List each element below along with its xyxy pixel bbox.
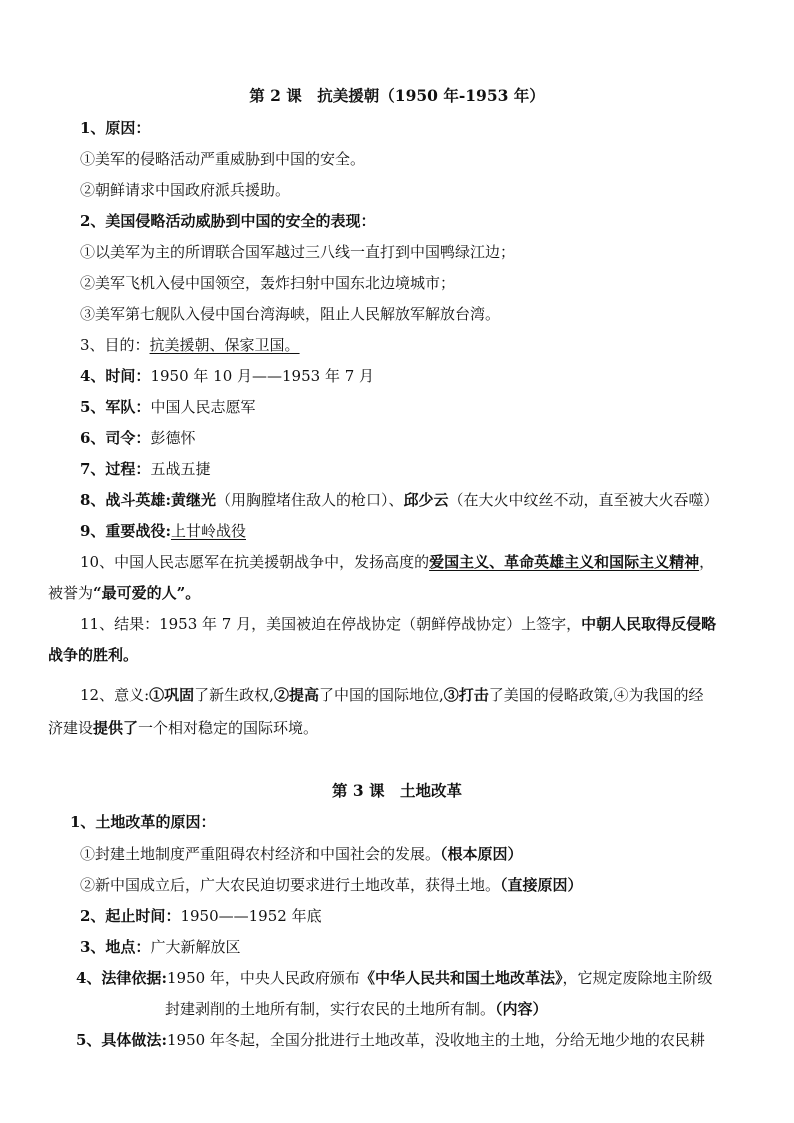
hero-name-2: 邱少云 xyxy=(403,491,449,509)
legal-basis-label: 4、法律依据: xyxy=(76,969,167,987)
legal-basis-text-2: ，它规定废除地主阶级 xyxy=(562,969,713,987)
praise-highlight: “最可爱的人”。 xyxy=(93,584,201,602)
process-value: 五战五捷 xyxy=(150,460,211,478)
commander-value: 彭德怀 xyxy=(150,429,196,447)
land-reason-2-text: ②新中国成立后，广大农民迫切要求进行土地改革，获得土地。 xyxy=(80,876,501,894)
army-value: 中国人民志愿军 xyxy=(150,398,256,416)
method-label: 5、具体做法: xyxy=(76,1031,167,1049)
battle-value: 上甘岭战役 xyxy=(170,522,246,540)
land-place-line xyxy=(80,935,754,959)
land-place-value: 广大新解放区 xyxy=(150,938,241,956)
battle-label: 9、重要战役: xyxy=(80,522,171,540)
threat-item-1: ①以美军为主的所谓联合国军越过三八线一直打到中国鸭绿江边； xyxy=(80,243,516,261)
hero-name-1: 黄继光 xyxy=(170,491,216,509)
method-line xyxy=(76,1028,764,1052)
result-line xyxy=(80,612,754,636)
land-period-label: 2、起止时间： xyxy=(80,907,181,925)
result-highlight: 中朝人民取得反侵略 xyxy=(581,615,717,633)
purpose-line xyxy=(80,333,754,357)
legal-basis-text: 1950 年，中央人民政府颁布 xyxy=(166,969,360,987)
spirit-line xyxy=(80,550,754,574)
spirit-text: 10、中国人民志愿军在抗美援朝战争中，发扬高度的 xyxy=(80,553,430,571)
time-value: 1950 年 10 月——1953 年 7 月 xyxy=(150,367,375,385)
heading-reasons: 1、原因： xyxy=(80,119,151,137)
threat-item-3: ③美军第七舰队入侵中国台湾海峡，阻止人民解放军解放台湾。 xyxy=(80,305,501,323)
significance-text-4: 济建设 xyxy=(48,719,94,737)
significance-text-1: 了新生政权, xyxy=(194,686,274,704)
land-reason-1 xyxy=(80,842,754,866)
result-continued: 战争的胜利。 xyxy=(48,646,139,664)
land-reason-2-tag: （直接原因） xyxy=(500,876,583,894)
commander-line xyxy=(80,426,754,450)
heroes-label: 8、战斗英雄: xyxy=(80,491,171,509)
praise-text: 被誉为 xyxy=(48,584,94,602)
lesson2-title: 第 2 课 抗美援朝（1950 年-1953 年） xyxy=(249,86,545,105)
heading-threat-manifestation: 2、美国侵略活动威胁到中国的安全的表现： xyxy=(80,212,376,230)
army-line xyxy=(80,395,754,419)
hero-desc-1: （用胸膛堵住敌人的枪口）、 xyxy=(216,491,404,509)
lesson3-title: 第 3 课 土地改革 xyxy=(331,781,463,800)
heroes-line xyxy=(80,488,754,512)
significance-line xyxy=(80,683,754,707)
spirit-comma: ， xyxy=(699,553,715,571)
significance-key-3: ③打击 xyxy=(443,686,489,704)
significance-key-2: ②提高 xyxy=(273,686,319,704)
reason-item-1: ①美军的侵略活动严重威胁到中国的安全。 xyxy=(80,150,366,168)
legal-basis-line xyxy=(76,966,754,990)
reason-item-2: ②朝鲜请求中国政府派兵援助。 xyxy=(80,181,291,199)
purpose-value: 抗美援朝、保家卫国。 xyxy=(149,336,300,354)
significance-text-5: 一个相对稳定的国际环境。 xyxy=(138,719,319,737)
land-reason-1-tag: （根本原因） xyxy=(440,845,523,863)
army-label: 5、军队： xyxy=(80,398,151,416)
commander-label: 6、司令： xyxy=(80,429,151,447)
significance-text-2: 了中国的国际地位, xyxy=(318,686,444,704)
legal-basis-text-3: 封建剥削的土地所有制，实行农民的土地所有制。 xyxy=(165,1000,496,1018)
process-line xyxy=(80,457,754,481)
time-label: 4、时间： xyxy=(80,367,151,385)
threat-item-2: ②美军飞机入侵中国领空，轰炸扫射中国东北边境城市； xyxy=(80,274,456,292)
hero-desc-2: （在大火中纹丝不动，直至被大火吞噬） xyxy=(448,491,719,509)
purpose-label: 3、目的： xyxy=(80,336,150,354)
legal-basis-tag: （内容） xyxy=(495,1000,548,1018)
land-reform-reasons-heading: 1、土地改革的原因： xyxy=(70,813,216,831)
significance-text-3: 了美国的侵略政策,④为我国的经 xyxy=(488,686,704,704)
land-reason-1-text: ①封建土地制度严重阻碍农村经济和中国社会的发展。 xyxy=(80,845,441,863)
result-text: 11、结果：1953 年 7 月，美国被迫在停战协定（朝鲜停战协定）上签字， xyxy=(80,615,582,633)
significance-continued xyxy=(48,716,754,740)
significance-key-1: ①巩固 xyxy=(149,686,195,704)
significance-key-4: 提供了 xyxy=(93,719,139,737)
significance-label: 12、意义: xyxy=(80,686,150,704)
land-period-line xyxy=(80,904,754,928)
legal-basis-continued xyxy=(165,997,754,1021)
battle-line xyxy=(80,519,754,543)
praise-line xyxy=(48,581,754,605)
land-reason-2 xyxy=(80,873,754,897)
process-label: 7、过程： xyxy=(80,460,151,478)
land-place-label: 3、地点： xyxy=(80,938,151,956)
method-text: 1950 年冬起，全国分批进行土地改革，没收地主的土地，分给无地少地的农民耕 xyxy=(166,1031,705,1049)
land-period-value: 1950——1952 年底 xyxy=(180,907,322,925)
time-line xyxy=(80,364,754,388)
legal-basis-law: 《中华人民共和国土地改革法》 xyxy=(359,969,563,987)
spirit-highlight: 爱国主义、革命英雄主义和国际主义精神 xyxy=(429,553,700,571)
